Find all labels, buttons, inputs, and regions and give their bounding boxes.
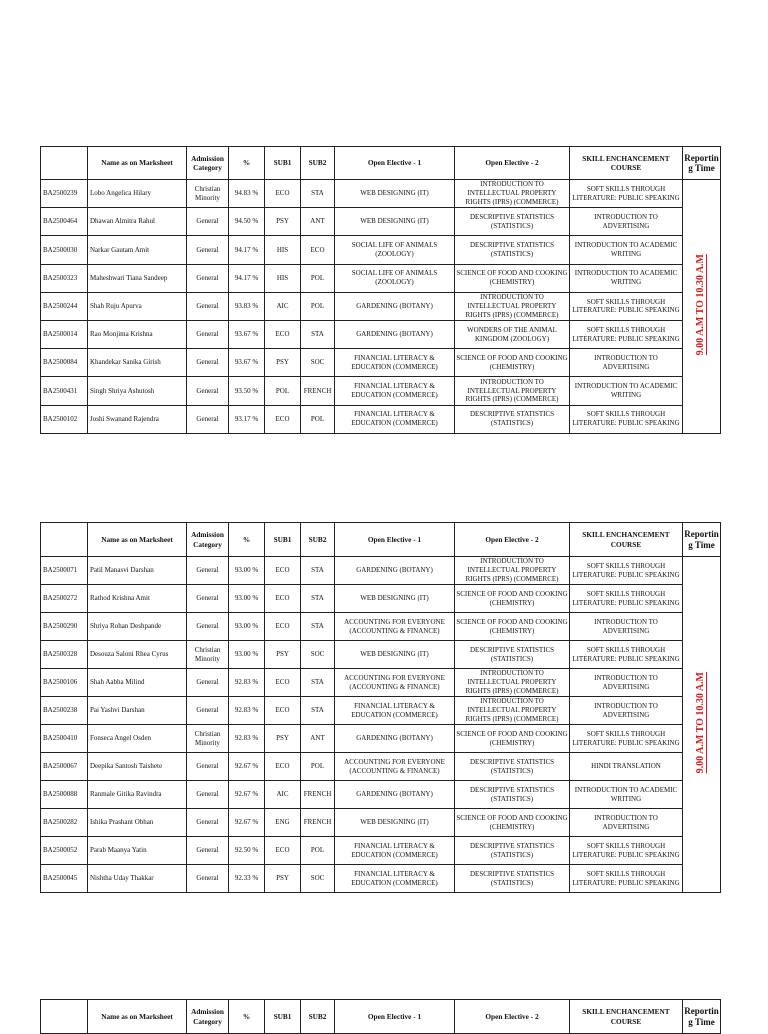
cell-skill: INTRODUCTION TO ACADEMIC WRITING [570, 264, 683, 292]
cell-skill: INTRODUCTION TO ADVERTISING [570, 669, 683, 697]
cell-name: Rathod Krishna Amit [88, 585, 187, 613]
cell-cat: General [187, 753, 229, 781]
cell-app: BA2500102 [41, 405, 88, 433]
cell-pct: 93.67 % [229, 320, 265, 348]
cell-oe2: DESCRIPTIVE STATISTICS (STATISTICS) [455, 641, 570, 669]
cell-sub1: ECO [265, 557, 301, 585]
cell-sub2: ECO [301, 236, 335, 264]
cell-sub1: ECO [265, 753, 301, 781]
cell-sub1: AIC [265, 781, 301, 809]
cell-skill: HINDI TRANSLATION [570, 753, 683, 781]
cell-sub1: ECO [265, 613, 301, 641]
merit-table-3 [40, 999, 721, 1034]
cell-app: BA2500045 [41, 865, 88, 893]
header-sub2: SUB2 [301, 523, 335, 557]
table-row [41, 557, 721, 585]
cell-oe1: ACCOUNTING FOR EVERYONE (ACCOUNTING & FINANCE) [335, 669, 455, 697]
cell-skill: SOFT SKILLS THROUGH LITERATURE: PUBLIC SPEAKING [570, 725, 683, 753]
cell-pct: 94.83 % [229, 180, 265, 208]
cell-pct: 93.00 % [229, 557, 265, 585]
header-row [41, 147, 721, 180]
cell-sub2: POL [301, 753, 335, 781]
cell-oe1: GARDENING (BOTANY) [335, 292, 455, 320]
cell-pct: 92.67 % [229, 809, 265, 837]
cell-app: BA2500410 [41, 725, 88, 753]
cell-oe1: SOCIAL LIFE OF ANIMALS (ZOOLOGY) [335, 264, 455, 292]
table-row [41, 669, 721, 697]
header-name: Name as on Marksheet [88, 1000, 187, 1034]
cell-oe2: DESCRIPTIVE STATISTICS (STATISTICS) [455, 865, 570, 893]
table-row [41, 349, 721, 377]
table-row [41, 837, 721, 865]
cell-oe2: INTRODUCTION TO INTELLECTUAL PROPERTY RIGHTS (IPRS) (COMMERCE) [455, 292, 570, 320]
cell-sub1: ECO [265, 669, 301, 697]
cell-cat: General [187, 320, 229, 348]
cell-app: BA2500084 [41, 349, 88, 377]
cell-sub2: STA [301, 613, 335, 641]
header-skill: SKILL ENCHANCEMENT COURSE [570, 147, 683, 180]
cell-oe1: FINANCIAL LITERACY & EDUCATION (COMMERCE) [335, 697, 455, 725]
cell-app: BA2500030 [41, 236, 88, 264]
cell-pct: 93.50 % [229, 377, 265, 405]
cell-name: Singh Shriya Ashutosh [88, 377, 187, 405]
cell-pct: 93.67 % [229, 349, 265, 377]
table-row [41, 613, 721, 641]
cell-oe2: INTRODUCTION TO INTELLECTUAL PROPERTY RIGHTS (IPRS) (COMMERCE) [455, 697, 570, 725]
cell-name: Ranmale Gitika Ravindra [88, 781, 187, 809]
cell-cat: General [187, 236, 229, 264]
reporting-time-text: 9.00 A.M TO 10.30 A.M [695, 254, 707, 356]
cell-oe2: DESCRIPTIVE STATISTICS (STATISTICS) [455, 753, 570, 781]
header-category: Admission Category [187, 147, 229, 180]
cell-skill: SOFT SKILLS THROUGH LITERATURE: PUBLIC SPEAKING [570, 320, 683, 348]
cell-oe2: INTRODUCTION TO INTELLECTUAL PROPERTY RIGHTS (IPRS) (COMMERCE) [455, 180, 570, 208]
cell-cat: General [187, 837, 229, 865]
header-oe2: Open Elective - 2 [455, 147, 570, 180]
cell-app: BA2500282 [41, 809, 88, 837]
cell-oe1: GARDENING (BOTANY) [335, 557, 455, 585]
header-row [41, 1000, 721, 1034]
cell-app: BA2500464 [41, 208, 88, 236]
cell-app: BA2500431 [41, 377, 88, 405]
table-row [41, 585, 721, 613]
cell-name: Desouza Saloni Rhea Cyrus [88, 641, 187, 669]
cell-sub2: ANT [301, 725, 335, 753]
cell-sub1: PSY [265, 349, 301, 377]
header-app [41, 1000, 88, 1034]
cell-cat: General [187, 264, 229, 292]
cell-pct: 92.83 % [229, 725, 265, 753]
cell-sub2: ANT [301, 208, 335, 236]
cell-skill: INTRODUCTION TO ACADEMIC WRITING [570, 377, 683, 405]
cell-skill: SOFT SKILLS THROUGH LITERATURE: PUBLIC SPEAKING [570, 292, 683, 320]
cell-oe2: DESCRIPTIVE STATISTICS (STATISTICS) [455, 208, 570, 236]
header-sub2: SUB2 [301, 147, 335, 180]
reporting-time-cell [683, 557, 721, 893]
cell-skill: SOFT SKILLS THROUGH LITERATURE: PUBLIC SPEAKING [570, 557, 683, 585]
cell-skill: INTRODUCTION TO ADVERTISING [570, 349, 683, 377]
cell-app: BA2500106 [41, 669, 88, 697]
table-row [41, 809, 721, 837]
cell-skill: INTRODUCTION TO ADVERTISING [570, 809, 683, 837]
cell-app: BA2500238 [41, 697, 88, 725]
cell-sub2: POL [301, 405, 335, 433]
cell-sub2: FRENCH [301, 809, 335, 837]
cell-skill: SOFT SKILLS THROUGH LITERATURE: PUBLIC SPEAKING [570, 180, 683, 208]
header-skill: SKILL ENCHANCEMENT COURSE [570, 1000, 683, 1034]
cell-oe2: SCIENCE OF FOOD AND COOKING (CHEMISTRY) [455, 725, 570, 753]
cell-name: Shah Aabha Milind [88, 669, 187, 697]
cell-sub1: HIS [265, 264, 301, 292]
table-row [41, 236, 721, 264]
cell-pct: 92.83 % [229, 669, 265, 697]
cell-cat: General [187, 557, 229, 585]
cell-pct: 92.50 % [229, 837, 265, 865]
cell-skill: SOFT SKILLS THROUGH LITERATURE: PUBLIC SPEAKING [570, 405, 683, 433]
reporting-time-cell [683, 180, 721, 434]
cell-name: Shah Ruju Apurva [88, 292, 187, 320]
cell-oe1: ACCOUNTING FOR EVERYONE (ACCOUNTING & FINANCE) [335, 753, 455, 781]
cell-oe1: FINANCIAL LITERACY & EDUCATION (COMMERCE) [335, 837, 455, 865]
cell-oe1: GARDENING (BOTANY) [335, 320, 455, 348]
cell-name: Khandekar Sanika Girish [88, 349, 187, 377]
cell-name: Patil Manasvi Darshan [88, 557, 187, 585]
table-row [41, 292, 721, 320]
header-oe1: Open Elective - 1 [335, 147, 455, 180]
cell-pct: 92.33 % [229, 865, 265, 893]
cell-sub2: STA [301, 180, 335, 208]
cell-skill: SOFT SKILLS THROUGH LITERATURE: PUBLIC SPEAKING [570, 837, 683, 865]
cell-oe2: SCIENCE OF FOOD AND COOKING (CHEMISTRY) [455, 613, 570, 641]
cell-app: BA2500323 [41, 264, 88, 292]
cell-pct: 93.17 % [229, 405, 265, 433]
table-row [41, 781, 721, 809]
cell-cat: General [187, 292, 229, 320]
cell-sub1: ECO [265, 180, 301, 208]
cell-pct: 93.00 % [229, 613, 265, 641]
cell-oe2: SCIENCE OF FOOD AND COOKING (CHEMISTRY) [455, 809, 570, 837]
cell-name: Lobo Angelica Hilary [88, 180, 187, 208]
cell-sub2: SOC [301, 641, 335, 669]
cell-pct: 93.83 % [229, 292, 265, 320]
table-row [41, 180, 721, 208]
cell-app: BA2500290 [41, 613, 88, 641]
header-sub1: SUB1 [265, 1000, 301, 1034]
cell-sub2: POL [301, 264, 335, 292]
header-app [41, 523, 88, 557]
cell-oe1: ACCOUNTING FOR EVERYONE (ACCOUNTING & FINANCE) [335, 613, 455, 641]
cell-sub2: FRENCH [301, 781, 335, 809]
cell-sub2: STA [301, 557, 335, 585]
header-sub1: SUB1 [265, 523, 301, 557]
cell-oe1: WEB DESIGNING (IT) [335, 585, 455, 613]
header-report: Reportin g Time [683, 1000, 721, 1034]
cell-app: BA2500272 [41, 585, 88, 613]
cell-sub2: STA [301, 585, 335, 613]
header-report: Reportin g Time [683, 523, 721, 557]
cell-skill: INTRODUCTION TO ADVERTISING [570, 208, 683, 236]
cell-sub1: PSY [265, 208, 301, 236]
cell-name: Rao Monjima Krishna [88, 320, 187, 348]
cell-cat: General [187, 613, 229, 641]
cell-name: Pai Yashvi Darshan [88, 697, 187, 725]
cell-oe2: INTRODUCTION TO INTELLECTUAL PROPERTY RIGHTS (IPRS) (COMMERCE) [455, 669, 570, 697]
table-row [41, 377, 721, 405]
cell-oe1: WEB DESIGNING (IT) [335, 809, 455, 837]
cell-oe1: WEB DESIGNING (IT) [335, 180, 455, 208]
cell-app: BA2500244 [41, 292, 88, 320]
cell-pct: 94.17 % [229, 264, 265, 292]
cell-oe2: WONDERS OF THE ANIMAL KINGDOM (ZOOLOGY) [455, 320, 570, 348]
cell-sub2: STA [301, 697, 335, 725]
header-report: Reportin g Time [683, 147, 721, 180]
cell-name: Joshi Swanand Rajendra [88, 405, 187, 433]
table-row [41, 725, 721, 753]
table-row [41, 320, 721, 348]
cell-cat: General [187, 585, 229, 613]
cell-sub2: FRENCH [301, 377, 335, 405]
cell-sub1: PSY [265, 865, 301, 893]
cell-oe1: GARDENING (BOTANY) [335, 781, 455, 809]
cell-oe2: DESCRIPTIVE STATISTICS (STATISTICS) [455, 781, 570, 809]
cell-pct: 93.00 % [229, 641, 265, 669]
cell-oe1: GARDENING (BOTANY) [335, 725, 455, 753]
cell-cat: General [187, 208, 229, 236]
cell-pct: 93.00 % [229, 585, 265, 613]
cell-cat: Christian Minority [187, 641, 229, 669]
table-row [41, 753, 721, 781]
cell-pct: 92.67 % [229, 753, 265, 781]
header-name: Name as on Marksheet [88, 523, 187, 557]
cell-sub2: SOC [301, 865, 335, 893]
cell-name: Nishtha Uday Thakkar [88, 865, 187, 893]
table-row [41, 208, 721, 236]
cell-cat: Christian Minority [187, 180, 229, 208]
cell-oe2: DESCRIPTIVE STATISTICS (STATISTICS) [455, 236, 570, 264]
cell-oe2: SCIENCE OF FOOD AND COOKING (CHEMISTRY) [455, 349, 570, 377]
cell-skill: INTRODUCTION TO ACADEMIC WRITING [570, 236, 683, 264]
cell-oe1: SOCIAL LIFE OF ANIMALS (ZOOLOGY) [335, 236, 455, 264]
cell-pct: 92.67 % [229, 781, 265, 809]
cell-name: Shriya Rohan Deshpande [88, 613, 187, 641]
cell-oe1: FINANCIAL LITERACY & EDUCATION (COMMERCE) [335, 405, 455, 433]
cell-app: BA2500014 [41, 320, 88, 348]
cell-skill: INTRODUCTION TO ADVERTISING [570, 613, 683, 641]
cell-sub1: ENG [265, 809, 301, 837]
header-oe2: Open Elective - 2 [455, 523, 570, 557]
cell-oe2: INTRODUCTION TO INTELLECTUAL PROPERTY RIGHTS (IPRS) (COMMERCE) [455, 377, 570, 405]
header-app [41, 147, 88, 180]
cell-sub1: ECO [265, 320, 301, 348]
cell-pct: 94.17 % [229, 236, 265, 264]
cell-name: Dhawan Almitra Rahul [88, 208, 187, 236]
header-sub1: SUB1 [265, 147, 301, 180]
cell-cat: General [187, 781, 229, 809]
cell-sub1: ECO [265, 697, 301, 725]
cell-name: Maheshwari Tiana Sandeep [88, 264, 187, 292]
cell-cat: General [187, 349, 229, 377]
header-oe2: Open Elective - 2 [455, 1000, 570, 1034]
merit-table-2 [40, 522, 721, 893]
table-row [41, 697, 721, 725]
cell-sub1: POL [265, 377, 301, 405]
cell-oe2: SCIENCE OF FOOD AND COOKING (CHEMISTRY) [455, 264, 570, 292]
cell-app: BA2500052 [41, 837, 88, 865]
cell-sub1: PSY [265, 725, 301, 753]
header-pct: % [229, 523, 265, 557]
header-pct: % [229, 1000, 265, 1034]
table-row [41, 641, 721, 669]
table-row [41, 865, 721, 893]
header-category: Admission Category [187, 1000, 229, 1034]
cell-sub1: ECO [265, 837, 301, 865]
cell-cat: General [187, 697, 229, 725]
cell-oe1: WEB DESIGNING (IT) [335, 208, 455, 236]
cell-app: BA2500328 [41, 641, 88, 669]
merit-table-1 [40, 146, 721, 434]
cell-oe1: WEB DESIGNING (IT) [335, 641, 455, 669]
cell-sub1: AIC [265, 292, 301, 320]
cell-oe1: FINANCIAL LITERACY & EDUCATION (COMMERCE) [335, 865, 455, 893]
header-name: Name as on Marksheet [88, 147, 187, 180]
cell-oe2: SCIENCE OF FOOD AND COOKING (CHEMISTRY) [455, 585, 570, 613]
cell-name: Parab Maanya Yatin [88, 837, 187, 865]
cell-sub1: HIS [265, 236, 301, 264]
cell-skill: SOFT SKILLS THROUGH LITERATURE: PUBLIC SPEAKING [570, 585, 683, 613]
cell-sub1: ECO [265, 585, 301, 613]
cell-app: BA2500239 [41, 180, 88, 208]
cell-sub2: POL [301, 292, 335, 320]
cell-sub1: PSY [265, 641, 301, 669]
table-row [41, 264, 721, 292]
cell-skill: SOFT SKILLS THROUGH LITERATURE: PUBLIC SPEAKING [570, 865, 683, 893]
cell-sub2: STA [301, 669, 335, 697]
header-oe1: Open Elective - 1 [335, 523, 455, 557]
header-pct: % [229, 147, 265, 180]
cell-cat: General [187, 809, 229, 837]
cell-sub2: POL [301, 837, 335, 865]
cell-skill: SOFT SKILLS THROUGH LITERATURE: PUBLIC SPEAKING [570, 641, 683, 669]
cell-cat: Christian Minority [187, 725, 229, 753]
header-category: Admission Category [187, 523, 229, 557]
cell-pct: 94.50 % [229, 208, 265, 236]
cell-cat: General [187, 669, 229, 697]
cell-sub2: SOC [301, 349, 335, 377]
cell-app: BA2500067 [41, 753, 88, 781]
cell-cat: General [187, 865, 229, 893]
cell-name: Fonseca Angel Osden [88, 725, 187, 753]
cell-oe2: DESCRIPTIVE STATISTICS (STATISTICS) [455, 405, 570, 433]
cell-name: Deepika Santosh Taishete [88, 753, 187, 781]
cell-pct: 92.83 % [229, 697, 265, 725]
cell-sub1: ECO [265, 405, 301, 433]
cell-cat: General [187, 405, 229, 433]
reporting-time-text: 9.00 A.M TO 10.30 A.M [695, 672, 707, 774]
header-skill: SKILL ENCHANCEMENT COURSE [570, 523, 683, 557]
cell-skill: INTRODUCTION TO ADVERTISING [570, 697, 683, 725]
cell-app: BA2500071 [41, 557, 88, 585]
cell-app: BA2500088 [41, 781, 88, 809]
header-row [41, 523, 721, 557]
cell-name: Ishika Prashant Obhan [88, 809, 187, 837]
cell-cat: General [187, 377, 229, 405]
cell-oe2: INTRODUCTION TO INTELLECTUAL PROPERTY RIGHTS (IPRS) (COMMERCE) [455, 557, 570, 585]
cell-oe2: DESCRIPTIVE STATISTICS (STATISTICS) [455, 837, 570, 865]
cell-oe1: FINANCIAL LITERACY & EDUCATION (COMMERCE) [335, 349, 455, 377]
cell-sub2: STA [301, 320, 335, 348]
cell-name: Narkar Gautam Amit [88, 236, 187, 264]
table-row [41, 405, 721, 433]
cell-oe1: FINANCIAL LITERACY & EDUCATION (COMMERCE) [335, 377, 455, 405]
header-sub2: SUB2 [301, 1000, 335, 1034]
header-oe1: Open Elective - 1 [335, 1000, 455, 1034]
cell-skill: INTRODUCTION TO ACADEMIC WRITING [570, 781, 683, 809]
